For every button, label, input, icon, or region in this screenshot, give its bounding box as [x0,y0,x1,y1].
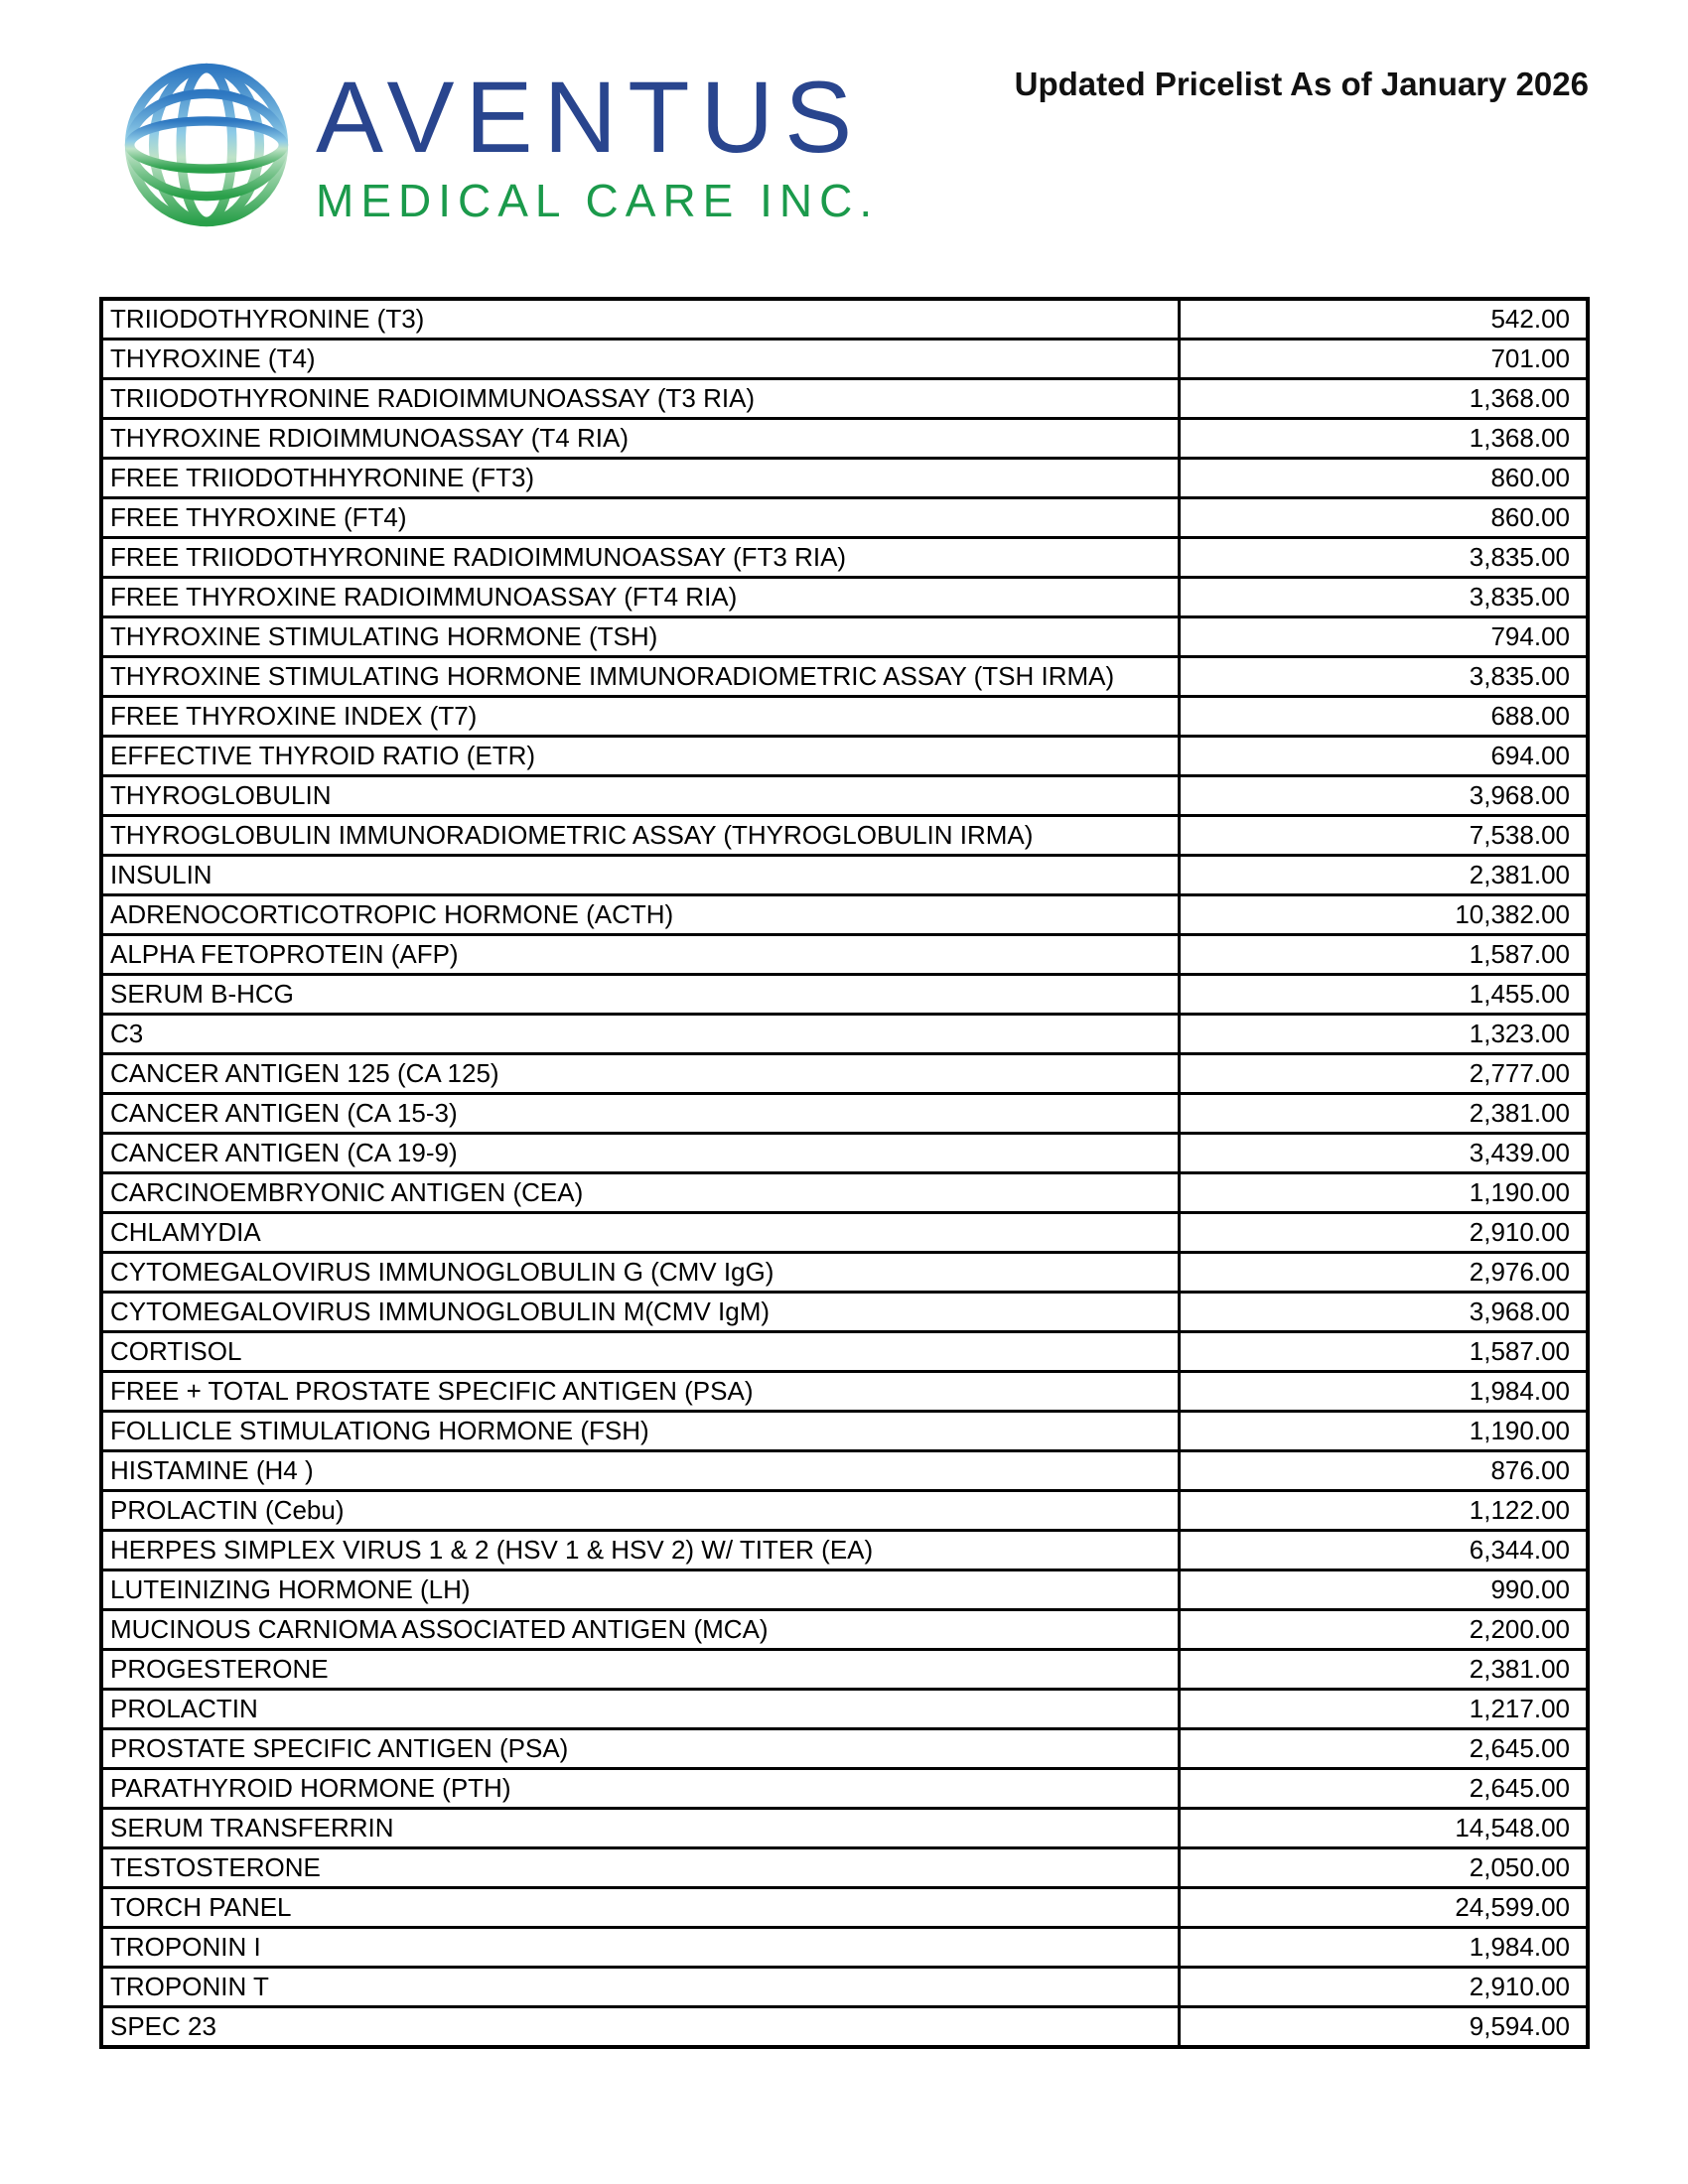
price-cell: 2,200.00 [1179,1610,1588,1650]
price-cell: 701.00 [1179,340,1588,379]
price-cell: 2,645.00 [1179,1769,1588,1809]
test-name-cell: CYTOMEGALOVIRUS IMMUNOGLOBULIN G (CMV IgG) [101,1253,1179,1293]
table-row [101,1610,1588,1650]
test-name-cell: TRIIODOTHYRONINE (T3) [101,299,1179,340]
table-row [101,816,1588,856]
test-name-cell: PARATHYROID HORMONE (PTH) [101,1769,1179,1809]
table-row [101,1650,1588,1690]
price-cell: 1,368.00 [1179,419,1588,459]
test-name-cell: TESTOSTERONE [101,1848,1179,1888]
table-row [101,1531,1588,1570]
price-cell: 24,599.00 [1179,1888,1588,1928]
price-cell: 542.00 [1179,299,1588,340]
table-row [101,1928,1588,1968]
price-cell: 2,381.00 [1179,1650,1588,1690]
price-cell: 7,538.00 [1179,816,1588,856]
test-name-cell: HISTAMINE (H4 ) [101,1451,1179,1491]
test-name-cell: CYTOMEGALOVIRUS IMMUNOGLOBULIN M(CMV IgM) [101,1293,1179,1332]
table-row [101,1015,1588,1054]
table-row [101,538,1588,578]
table-row [101,737,1588,776]
test-name-cell: TRIIODOTHYRONINE RADIOIMMUNOASSAY (T3 RIA) [101,379,1179,419]
price-cell: 694.00 [1179,737,1588,776]
table-row [101,1769,1588,1809]
price-cell: 2,777.00 [1179,1054,1588,1094]
table-row [101,1888,1588,1928]
price-cell: 1,984.00 [1179,1928,1588,1968]
price-cell: 1,190.00 [1179,1412,1588,1451]
table-row [101,1968,1588,2007]
price-cell: 860.00 [1179,459,1588,498]
price-cell: 1,587.00 [1179,935,1588,975]
test-name-cell: TROPONIN T [101,1968,1179,2007]
test-name-cell: THYROXINE RDIOIMMUNOASSAY (T4 RIA) [101,419,1179,459]
price-cell: 794.00 [1179,617,1588,657]
table-row [101,1848,1588,1888]
price-cell: 1,455.00 [1179,975,1588,1015]
table-row [101,419,1588,459]
price-cell: 990.00 [1179,1570,1588,1610]
price-cell: 3,968.00 [1179,1293,1588,1332]
table-row [101,697,1588,737]
table-row [101,895,1588,935]
table-row [101,856,1588,895]
table-row [101,1412,1588,1451]
test-name-cell: THYROGLOBULIN IMMUNORADIOMETRIC ASSAY (THYROGLOBULIN IRMA) [101,816,1179,856]
table-row [101,1729,1588,1769]
test-name-cell: FREE THYROXINE INDEX (T7) [101,697,1179,737]
table-row [101,1213,1588,1253]
test-name-cell: TORCH PANEL [101,1888,1179,1928]
test-name-cell: ALPHA FETOPROTEIN (AFP) [101,935,1179,975]
test-name-cell: FREE THYROXINE (FT4) [101,498,1179,538]
table-row [101,1372,1588,1412]
table-row [101,498,1588,538]
test-name-cell: THYROXINE STIMULATING HORMONE (TSH) [101,617,1179,657]
price-cell: 6,344.00 [1179,1531,1588,1570]
test-name-cell: CORTISOL [101,1332,1179,1372]
test-name-cell: C3 [101,1015,1179,1054]
test-name-cell: SERUM TRANSFERRIN [101,1809,1179,1848]
test-name-cell: PROLACTIN (Cebu) [101,1491,1179,1531]
table-row [101,975,1588,1015]
test-name-cell: FREE THYROXINE RADIOIMMUNOASSAY (FT4 RIA) [101,578,1179,617]
test-name-cell: CANCER ANTIGEN (CA 19-9) [101,1134,1179,1173]
test-name-cell: THYROGLOBULIN [101,776,1179,816]
price-cell: 2,381.00 [1179,1094,1588,1134]
table-row [101,1451,1588,1491]
price-cell: 3,835.00 [1179,538,1588,578]
price-cell: 9,594.00 [1179,2007,1588,2048]
price-cell: 3,439.00 [1179,1134,1588,1173]
price-cell: 3,968.00 [1179,776,1588,816]
table-row [101,1809,1588,1848]
test-name-cell: TROPONIN I [101,1928,1179,1968]
price-cell: 1,122.00 [1179,1491,1588,1531]
logo-company-subname: MEDICAL CARE INC. [316,175,880,226]
test-name-cell: CANCER ANTIGEN 125 (CA 125) [101,1054,1179,1094]
test-name-cell: PROLACTIN [101,1690,1179,1729]
test-name-cell: EFFECTIVE THYROID RATIO (ETR) [101,737,1179,776]
test-name-cell: INSULIN [101,856,1179,895]
price-cell: 3,835.00 [1179,578,1588,617]
test-name-cell: ADRENOCORTICOTROPIC HORMONE (ACTH) [101,895,1179,935]
table-row [101,578,1588,617]
price-cell: 10,382.00 [1179,895,1588,935]
table-row [101,1570,1588,1610]
test-name-cell: CHLAMYDIA [101,1213,1179,1253]
table-row [101,1690,1588,1729]
price-cell: 1,587.00 [1179,1332,1588,1372]
table-row [101,1253,1588,1293]
test-name-cell: FOLLICLE STIMULATIONG HORMONE (FSH) [101,1412,1179,1451]
test-name-cell: HERPES SIMPLEX VIRUS 1 & 2 (HSV 1 & HSV 2) W/ TITER (EA) [101,1531,1179,1570]
test-name-cell: FREE + TOTAL PROSTATE SPECIFIC ANTIGEN (PSA) [101,1372,1179,1412]
table-row [101,459,1588,498]
price-cell: 1,217.00 [1179,1690,1588,1729]
price-cell: 2,976.00 [1179,1253,1588,1293]
table-row [101,1293,1588,1332]
price-cell: 1,323.00 [1179,1015,1588,1054]
logo-company-name: AVENTUS [316,61,864,174]
test-name-cell: CARCINOEMBRYONIC ANTIGEN (CEA) [101,1173,1179,1213]
logo-text [316,61,880,226]
price-table-body [101,299,1588,2047]
price-cell: 3,835.00 [1179,657,1588,697]
price-cell: 860.00 [1179,498,1588,538]
table-row [101,1173,1588,1213]
globe-tree-icon [121,60,292,230]
table-row [101,776,1588,816]
test-name-cell: SERUM B-HCG [101,975,1179,1015]
price-cell: 876.00 [1179,1451,1588,1491]
price-cell: 1,368.00 [1179,379,1588,419]
price-table [99,297,1590,2049]
test-name-cell: THYROXINE (T4) [101,340,1179,379]
table-row [101,1134,1588,1173]
price-cell: 2,381.00 [1179,856,1588,895]
table-row [101,1054,1588,1094]
table-row [101,617,1588,657]
price-cell: 2,910.00 [1179,1213,1588,1253]
price-cell: 2,645.00 [1179,1729,1588,1769]
table-row [101,2007,1588,2048]
table-row [101,657,1588,697]
test-name-cell: MUCINOUS CARNIOMA ASSOCIATED ANTIGEN (MCA) [101,1610,1179,1650]
table-row [101,935,1588,975]
test-name-cell: CANCER ANTIGEN (CA 15-3) [101,1094,1179,1134]
table-row [101,299,1588,340]
price-cell: 1,190.00 [1179,1173,1588,1213]
price-cell: 2,910.00 [1179,1968,1588,2007]
price-cell: 14,548.00 [1179,1809,1588,1848]
test-name-cell: LUTEINIZING HORMONE (LH) [101,1570,1179,1610]
table-row [101,1332,1588,1372]
test-name-cell: PROSTATE SPECIFIC ANTIGEN (PSA) [101,1729,1179,1769]
price-cell: 688.00 [1179,697,1588,737]
price-cell: 1,984.00 [1179,1372,1588,1412]
table-row [101,340,1588,379]
price-cell: 2,050.00 [1179,1848,1588,1888]
table-row [101,1491,1588,1531]
test-name-cell: FREE TRIIODOTHHYRONINE (FT3) [101,459,1179,498]
test-name-cell: PROGESTERONE [101,1650,1179,1690]
test-name-cell: THYROXINE STIMULATING HORMONE IMMUNORADIOMETRIC ASSAY (TSH IRMA) [101,657,1179,697]
table-row [101,1094,1588,1134]
test-name-cell: SPEC 23 [101,2007,1179,2048]
test-name-cell: FREE TRIIODOTHYRONINE RADIOIMMUNOASSAY (FT3 RIA) [101,538,1179,578]
pricelist-title: Updated Pricelist As of January 2026 [1014,66,1589,102]
aventus-logo [121,60,879,230]
table-row [101,379,1588,419]
